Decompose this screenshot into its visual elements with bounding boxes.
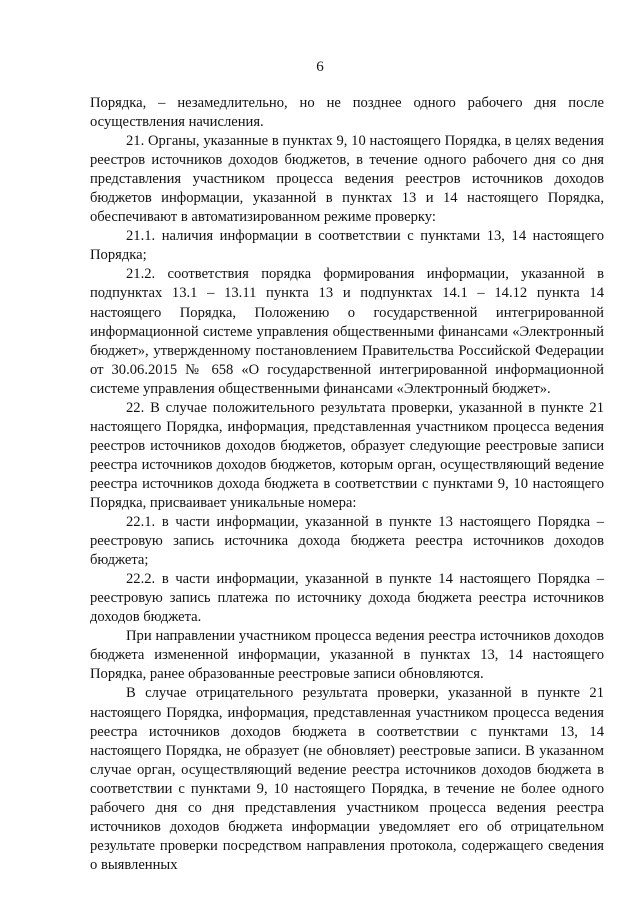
- paragraph-22: 22. В случае положительного результата проверки, указанной в пункте 21 настоящего Порядка, информация, представленная участником процесса ведения реестров источников доходов бюджетов, образует следующие реестровые записи реестра источников доходов бюджетов, которым орган, осуществляющий ведение реестра источников дохода бюджета в соответствии с пунктами 9, 10 настоящего Порядка, присваивает уникальные номера:: [90, 399, 604, 511]
- paragraph-update: При направлении участником процесса ведения реестра источников доходов бюджета измененной информации, указанной в пунктах 13, 14 настоящего Порядка, ранее образованные реестровые записи обновляются.: [90, 628, 604, 683]
- paragraph-continuation: Порядка, – незамедлительно, но не позднее одного рабочего дня после осуществления начисления.: [90, 95, 604, 131]
- paragraph-22-1: 22.1. в части информации, указанной в пункте 13 настоящего Порядка – реестровую запись источника дохода бюджета реестра источников доходов бюджета;: [90, 514, 604, 569]
- paragraph-negative-result: В случае отрицательного результата проверки, указанной в пункте 21 настоящего Порядка, информация, представленная участником процесса ведения реестра источников доходов бюджета в соответствии с пунктами 13, 14 настоящего Порядка, не образует (не обновляет) реестровые записи. В указанном случае орган, осуществляющий ведение реестра источников доходов бюджета в соответствии с пунктами 9, 10 настоящего Порядка, в течение не более одного рабочего дня со дня представления участником процесса ведения реестра источников доходов бюджета информации уведомляет его об отрицательном результате проверки посредством направления протокола, содержащего сведения о выявленных: [90, 685, 604, 873]
- paragraph-21: 21. Органы, указанные в пунктах 9, 10 настоящего Порядка, в целях ведения реестров источников доходов бюджетов, в течение одного рабочего дня со дня представления участником процесса ведения реестров источников доходов бюджетов информации, указанной в пунктах 13 и 14 настоящего Порядка, обеспечивают в автоматизированном режиме проверку:: [90, 133, 604, 226]
- document-body: [90, 94, 604, 875]
- paragraph-21-1: 21.1. наличия информации в соответствии с пунктами 13, 14 настоящего Порядка;: [90, 228, 604, 264]
- paragraph-22-2: 22.2. в части информации, указанной в пункте 14 настоящего Порядка – реестровую запись платежа по источнику дохода бюджета реестра источников доходов бюджета.: [90, 571, 604, 626]
- paragraph-21-2: 21.2. соответствия порядка формирования информации, указанной в подпунктах 13.1 – 13.11 пункта 13 и подпунктах 14.1 – 14.12 пункта 14 настоящего Порядка, Положению о государственной интегрированной информационной системе управления общественными финансами «Электронный бюджет», утвержденному постановлением Правительства Российской Федерации от 30.06.2015 № 658 «О государственной интегрированной информационной системе управления общественными финансами «Электронный бюджет».: [90, 266, 604, 397]
- page-number: 6: [316, 59, 324, 75]
